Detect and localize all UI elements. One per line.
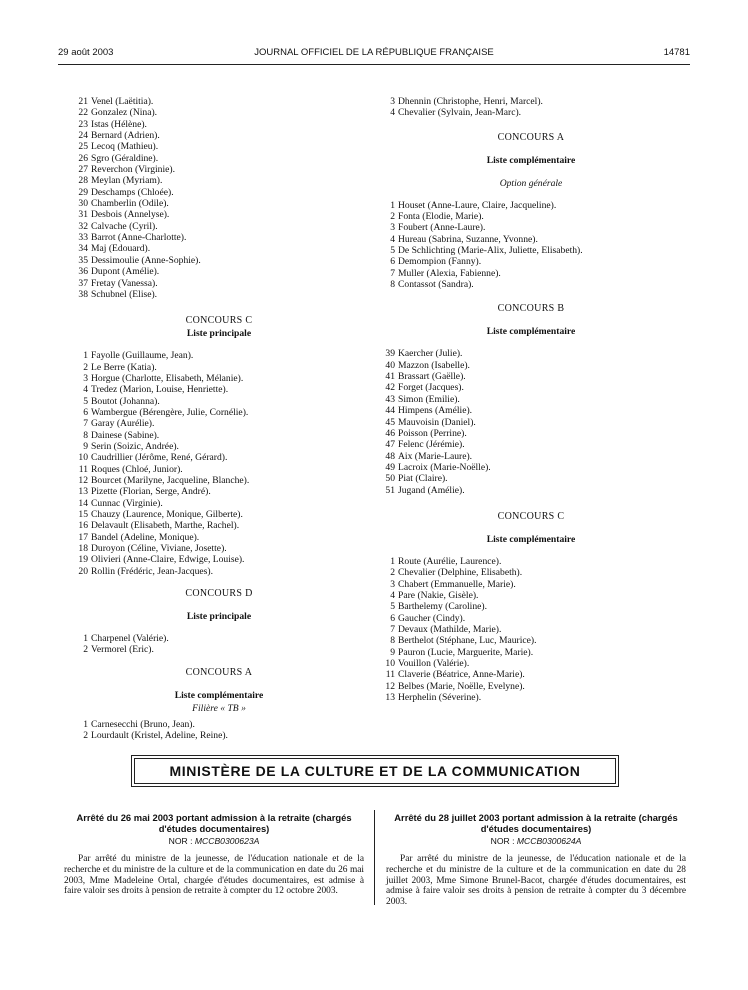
item-number: 34 bbox=[78, 243, 88, 255]
column-divider bbox=[374, 810, 375, 905]
item-name: Chabert (Emmanuelle, Marie). bbox=[398, 578, 516, 590]
list-item bbox=[74, 633, 364, 644]
item-name: Duroyon (Céline, Viviane, Josette). bbox=[91, 543, 227, 555]
section-subtitle: Liste principale bbox=[186, 611, 252, 623]
arrete-body: Par arrêté du ministre de la jeunesse, de l'éducation nationale et de la recherche et du ministre de la culture et de la communication en date du 26 mai 2003, Mme Madeleine Ortal, chargée d'études documentaires, est admise à faire valoir ses droits à pension de retraite à compter du 12 octobre 2003. bbox=[64, 854, 364, 897]
item-number: 2 bbox=[390, 211, 395, 223]
item-name: Gaucher (Cindy). bbox=[398, 612, 466, 624]
item-number: 6 bbox=[83, 406, 88, 418]
item-number: 13 bbox=[78, 486, 88, 498]
item-name: Caudrillier (Jérôme, René, Gérard). bbox=[91, 452, 228, 464]
item-number: 31 bbox=[78, 209, 88, 221]
list-item bbox=[74, 509, 364, 520]
item-name: Lourdault (Kristel, Adeline, Reine). bbox=[91, 730, 228, 742]
nor-label: NOR : bbox=[490, 836, 515, 846]
item-number: 16 bbox=[78, 520, 88, 532]
list-concours-a-generale bbox=[381, 200, 681, 291]
item-name: De Schlichting (Marie-Alix, Juliette, Elisabeth). bbox=[398, 245, 583, 257]
item-name: Schubnel (Elise). bbox=[91, 288, 158, 300]
item-name: Gonzalez (Nina). bbox=[91, 107, 158, 119]
section-option: Filière « TB » bbox=[192, 702, 246, 714]
item-number: 14 bbox=[78, 497, 88, 509]
item-number: 2 bbox=[83, 644, 88, 656]
item-number: 2 bbox=[390, 567, 395, 579]
list-item bbox=[74, 554, 364, 565]
list-item bbox=[381, 647, 681, 658]
item-name: Carnesecchi (Bruno, Jean). bbox=[91, 718, 195, 730]
item-name: Pauron (Lucie, Marguerite, Marie). bbox=[398, 646, 534, 658]
item-name: Tredez (Marion, Louise, Henriette). bbox=[91, 384, 229, 396]
item-number: 32 bbox=[78, 220, 88, 232]
item-name: Le Berre (Katia). bbox=[91, 361, 157, 373]
item-name: Route (Aurélie, Laurence). bbox=[398, 555, 502, 567]
item-name: Chevalier (Delphine, Elisabeth). bbox=[398, 567, 523, 579]
item-number: 9 bbox=[390, 646, 395, 658]
list-item bbox=[381, 200, 681, 211]
item-name: Cunnac (Virginie). bbox=[91, 497, 163, 509]
item-name: Mazzon (Isabelle). bbox=[398, 359, 470, 371]
list-item bbox=[381, 439, 681, 450]
item-number: 3 bbox=[390, 222, 395, 234]
item-number: 12 bbox=[78, 474, 88, 486]
list-item bbox=[74, 130, 364, 141]
item-name: Devaux (Mathilde, Marie). bbox=[398, 623, 502, 635]
item-number: 19 bbox=[78, 554, 88, 566]
item-name: Desbois (Annelyse). bbox=[91, 209, 170, 221]
item-name: Roques (Chloé, Junior). bbox=[91, 463, 183, 475]
item-name: Lacroix (Marie-Noëlle). bbox=[398, 461, 491, 473]
item-number: 7 bbox=[390, 267, 395, 279]
list-item bbox=[381, 669, 681, 680]
list-item bbox=[74, 209, 364, 220]
item-number: 5 bbox=[390, 601, 395, 613]
item-number: 21 bbox=[78, 96, 88, 107]
item-number: 48 bbox=[385, 450, 395, 462]
section-title: CONCOURS A bbox=[185, 666, 253, 678]
list-item bbox=[381, 96, 681, 107]
item-number: 40 bbox=[385, 359, 395, 371]
item-number: 8 bbox=[390, 279, 395, 291]
item-name: Charpenel (Valérie). bbox=[91, 633, 169, 645]
item-name: Sgro (Géraldine). bbox=[91, 152, 159, 164]
section-title: CONCOURS B bbox=[497, 303, 565, 315]
item-number: 20 bbox=[78, 565, 88, 577]
list-item bbox=[74, 198, 364, 209]
list-item bbox=[74, 255, 364, 266]
header-rule bbox=[58, 64, 690, 65]
list-concours-b bbox=[381, 348, 681, 495]
list-item bbox=[381, 485, 681, 496]
item-name: Chauzy (Laurence, Monique, Gilberte). bbox=[91, 509, 243, 520]
list-item bbox=[381, 256, 681, 267]
list-item bbox=[74, 644, 364, 655]
list-item bbox=[74, 243, 364, 254]
section-subtitle: Liste complémentaire bbox=[486, 154, 576, 166]
item-number: 43 bbox=[385, 393, 395, 405]
list-concours-a-tb bbox=[74, 719, 364, 742]
item-name: Pizette (Florian, Serge, André). bbox=[91, 486, 211, 498]
list-item bbox=[74, 175, 364, 186]
item-number: 24 bbox=[78, 130, 88, 142]
list-item bbox=[74, 164, 364, 175]
item-name: Reverchon (Virginie). bbox=[91, 164, 175, 176]
item-name: Fayolle (Guillaume, Jean). bbox=[91, 350, 194, 362]
list-item bbox=[74, 107, 364, 118]
item-number: 23 bbox=[78, 118, 88, 130]
section-subtitle: Liste complémentaire bbox=[486, 326, 576, 338]
item-number: 33 bbox=[78, 232, 88, 244]
list-item bbox=[74, 520, 364, 531]
section-title: CONCOURS D bbox=[185, 588, 253, 600]
list-item bbox=[381, 681, 681, 692]
item-number: 3 bbox=[390, 578, 395, 590]
list-item bbox=[381, 692, 681, 703]
list-a bbox=[74, 96, 364, 300]
item-name: Demompion (Fanny). bbox=[398, 256, 482, 268]
item-number: 25 bbox=[78, 141, 88, 153]
list-item bbox=[74, 543, 364, 554]
item-name: Garay (Aurélie). bbox=[91, 418, 155, 430]
list-item bbox=[74, 430, 364, 441]
item-number: 15 bbox=[78, 509, 88, 520]
item-number: 8 bbox=[83, 429, 88, 441]
item-number: 8 bbox=[390, 635, 395, 647]
list-item bbox=[74, 396, 364, 407]
list-concours-c-principale bbox=[74, 350, 364, 577]
list-item bbox=[381, 567, 681, 578]
list-item bbox=[74, 418, 364, 429]
list-item bbox=[74, 464, 364, 475]
item-number: 4 bbox=[390, 589, 395, 601]
item-number: 11 bbox=[78, 463, 88, 475]
item-number: 47 bbox=[385, 439, 395, 451]
item-name: Barrot (Anne-Charlotte). bbox=[91, 232, 187, 244]
item-name: Vermorel (Eric). bbox=[91, 644, 154, 656]
item-name: Istas (Hélène). bbox=[91, 118, 147, 130]
item-name: Dainese (Sabine). bbox=[91, 429, 160, 441]
list-item bbox=[381, 360, 681, 371]
item-name: Muller (Alexia, Fabienne). bbox=[398, 267, 501, 279]
list-item bbox=[381, 405, 681, 416]
item-name: Foubert (Anne-Laure). bbox=[398, 222, 486, 234]
list-concours-c-complementaire bbox=[381, 556, 681, 703]
item-name: Contassot (Sandra). bbox=[398, 279, 474, 291]
item-number: 6 bbox=[390, 612, 395, 624]
list-top bbox=[381, 96, 681, 119]
item-name: Fretay (Vanessa). bbox=[91, 277, 158, 289]
nor-code: MCCB0300623A bbox=[194, 836, 260, 846]
item-name: Himpens (Amélie). bbox=[398, 405, 473, 417]
section-title: CONCOURS A bbox=[497, 131, 565, 143]
item-name: Delavault (Elisabeth, Marthe, Rachel). bbox=[91, 520, 240, 532]
item-name: Aix (Marie-Laure). bbox=[398, 450, 473, 462]
item-name: Olivieri (Anne-Claire, Edwige, Louise). bbox=[91, 554, 245, 566]
section-title: CONCOURS C bbox=[497, 510, 565, 522]
arrete-2 bbox=[386, 812, 686, 908]
item-number: 7 bbox=[390, 623, 395, 635]
item-name: Jugand (Amélie). bbox=[398, 484, 465, 496]
item-name: Simon (Emilie). bbox=[398, 393, 460, 405]
list-item bbox=[381, 211, 681, 222]
list-item bbox=[74, 153, 364, 164]
item-number: 29 bbox=[78, 186, 88, 198]
item-name: Maj (Edouard). bbox=[91, 243, 151, 255]
item-number: 6 bbox=[390, 256, 395, 268]
list-item bbox=[381, 658, 681, 669]
item-number: 17 bbox=[78, 531, 88, 543]
item-name: Herphelin (Séverine). bbox=[398, 692, 482, 704]
item-number: 35 bbox=[78, 254, 88, 266]
list-item bbox=[74, 719, 364, 730]
item-number: 10 bbox=[78, 452, 88, 464]
item-name: Vouillon (Valérie). bbox=[398, 658, 470, 669]
item-number: 1 bbox=[390, 199, 395, 211]
item-number: 39 bbox=[385, 348, 395, 360]
header-date: 29 août 2003 bbox=[58, 47, 114, 58]
list-item bbox=[381, 556, 681, 567]
section-option: Option générale bbox=[499, 177, 563, 189]
ministry-heading: MINISTÈRE DE LA CULTURE ET DE LA COMMUNICATION bbox=[134, 758, 616, 784]
item-name: Brassart (Gaëlle). bbox=[398, 371, 466, 383]
item-number: 30 bbox=[78, 198, 88, 210]
item-name: Horgue (Charlotte, Elisabeth, Mélanie). bbox=[91, 372, 244, 384]
item-name: Bandel (Adeline, Monique). bbox=[91, 531, 200, 543]
list-item bbox=[74, 532, 364, 543]
item-name: Barthelemy (Caroline). bbox=[398, 601, 487, 613]
item-number: 3 bbox=[83, 372, 88, 384]
list-item bbox=[381, 473, 681, 484]
item-number: 10 bbox=[385, 658, 395, 669]
item-name: Wambergue (Bérengère, Julie, Cornélie). bbox=[91, 406, 249, 418]
item-name: Dessimoulie (Anne-Sophie). bbox=[91, 254, 201, 266]
list-item bbox=[74, 187, 364, 198]
item-number: 2 bbox=[83, 361, 88, 373]
item-name: Pare (Nakie, Gisèle). bbox=[398, 589, 479, 601]
arrete-title: Arrêté du 26 mai 2003 portant admission à la retraite (chargés d'études documentaires) bbox=[76, 812, 352, 834]
list-item bbox=[74, 407, 364, 418]
arrete-nor bbox=[386, 836, 686, 847]
item-name: Felenc (Jérémie). bbox=[398, 439, 465, 451]
list-item bbox=[74, 486, 364, 497]
item-number: 28 bbox=[78, 175, 88, 187]
item-name: Claverie (Béatrice, Anne-Marie). bbox=[398, 669, 525, 681]
section-title: CONCOURS C bbox=[185, 315, 253, 327]
item-number: 50 bbox=[385, 473, 395, 485]
list-item bbox=[74, 498, 364, 509]
list-item bbox=[381, 107, 681, 118]
list-item bbox=[74, 119, 364, 130]
item-name: Mauvoisin (Daniel). bbox=[398, 416, 476, 428]
list-item bbox=[381, 601, 681, 612]
item-number: 37 bbox=[78, 277, 88, 289]
item-name: Calvache (Cyril). bbox=[91, 220, 158, 232]
list-item bbox=[381, 268, 681, 279]
item-name: Dupont (Amélie). bbox=[91, 266, 160, 278]
item-name: Poisson (Perrine). bbox=[398, 427, 467, 439]
item-name: Berthelot (Stéphane, Luc, Maurice). bbox=[398, 635, 537, 647]
item-name: Kaercher (Julie). bbox=[398, 348, 463, 360]
item-name: Boutot (Johanna). bbox=[91, 395, 160, 407]
list-item bbox=[74, 96, 364, 107]
list-item bbox=[74, 289, 364, 300]
list-item bbox=[381, 382, 681, 393]
item-number: 46 bbox=[385, 427, 395, 439]
item-number: 38 bbox=[78, 288, 88, 300]
item-number: 13 bbox=[385, 692, 395, 704]
list-concours-d bbox=[74, 633, 364, 656]
list-item bbox=[74, 384, 364, 395]
list-item bbox=[74, 452, 364, 463]
item-number: 3 bbox=[390, 96, 395, 107]
left-column bbox=[74, 96, 364, 741]
item-number: 5 bbox=[390, 245, 395, 257]
list-item bbox=[381, 613, 681, 624]
list-item bbox=[74, 730, 364, 741]
item-name: Lecoq (Mathieu). bbox=[91, 141, 159, 153]
item-name: Rollin (Frédéric, Jean-Jacques). bbox=[91, 565, 214, 577]
item-name: Serin (Soizic, Andrée). bbox=[91, 440, 179, 452]
item-name: Meylan (Myriam). bbox=[91, 175, 163, 187]
list-item bbox=[74, 221, 364, 232]
list-item bbox=[381, 635, 681, 646]
item-number: 26 bbox=[78, 152, 88, 164]
section-subtitle: Liste complémentaire bbox=[174, 689, 264, 701]
list-item bbox=[381, 428, 681, 439]
list-item bbox=[381, 348, 681, 359]
list-item bbox=[74, 278, 364, 289]
arrete-nor bbox=[64, 836, 364, 847]
item-number: 4 bbox=[390, 233, 395, 245]
item-number: 45 bbox=[385, 416, 395, 428]
item-name: Houset (Anne-Laure, Claire, Jacqueline). bbox=[398, 199, 557, 211]
item-number: 27 bbox=[78, 164, 88, 176]
list-item bbox=[381, 234, 681, 245]
list-item bbox=[74, 441, 364, 452]
arrete-body: Par arrêté du ministre de la jeunesse, de l'éducation nationale et de la recherche et du ministre de la culture et de la communication en date du 28 juillet 2003, Mme Simone Brunel-Bacot, chargée d'études documentaires, est admise à faire valoir ses droits à pension de retraite à compter du 3 décembre 2003. bbox=[386, 854, 686, 908]
list-item bbox=[74, 566, 364, 577]
item-number: 12 bbox=[385, 680, 395, 692]
item-name: Chamberlin (Odile). bbox=[91, 198, 169, 210]
item-number: 7 bbox=[83, 418, 88, 430]
item-name: Hureau (Sabrina, Suzanne, Yvonne). bbox=[398, 233, 538, 245]
item-number: 51 bbox=[385, 484, 395, 496]
item-number: 5 bbox=[83, 395, 88, 407]
item-number: 49 bbox=[385, 461, 395, 473]
list-item bbox=[381, 279, 681, 290]
item-number: 1 bbox=[390, 555, 395, 567]
item-number: 36 bbox=[78, 266, 88, 278]
section-subtitle: Liste principale bbox=[186, 328, 252, 340]
right-column bbox=[381, 96, 681, 703]
list-item bbox=[381, 462, 681, 473]
list-item bbox=[74, 266, 364, 277]
item-number: 44 bbox=[385, 405, 395, 417]
item-name: Venel (Laëtitia). bbox=[91, 96, 154, 107]
list-item bbox=[74, 232, 364, 243]
item-number: 42 bbox=[385, 382, 395, 394]
list-item bbox=[381, 394, 681, 405]
list-item bbox=[381, 624, 681, 635]
nor-label: NOR : bbox=[168, 836, 193, 846]
page-number: 14781 bbox=[663, 47, 690, 58]
nor-code: MCCB0300624A bbox=[516, 836, 582, 846]
item-name: Deschamps (Chloée). bbox=[91, 186, 174, 198]
arrete-title: Arrêté du 28 juillet 2003 portant admission à la retraite (chargés d'études documentaires) bbox=[394, 812, 678, 834]
item-number: 1 bbox=[83, 633, 88, 645]
item-number: 41 bbox=[385, 371, 395, 383]
item-number: 1 bbox=[83, 350, 88, 362]
list-item bbox=[74, 350, 364, 361]
item-number: 2 bbox=[83, 730, 88, 742]
item-name: Bourcet (Marilyne, Jacqueline, Blanche). bbox=[91, 474, 250, 486]
journal-title: JOURNAL OFFICIEL DE LA RÉPUBLIQUE FRANÇAISE bbox=[254, 47, 494, 58]
list-item bbox=[74, 475, 364, 486]
section-subtitle: Liste complémentaire bbox=[486, 533, 576, 545]
item-number: 4 bbox=[390, 107, 395, 119]
item-name: Dhennin (Christophe, Henri, Marcel). bbox=[398, 96, 543, 107]
list-item bbox=[381, 451, 681, 462]
page-header bbox=[58, 47, 690, 61]
item-name: Bernard (Adrien). bbox=[91, 130, 160, 142]
list-item bbox=[74, 373, 364, 384]
item-name: Fonta (Elodie, Marie). bbox=[398, 211, 484, 223]
list-item bbox=[381, 245, 681, 256]
item-number: 9 bbox=[83, 440, 88, 452]
list-item bbox=[74, 362, 364, 373]
list-item bbox=[381, 590, 681, 601]
item-number: 22 bbox=[78, 107, 88, 119]
item-name: Forget (Jacques). bbox=[398, 382, 464, 394]
list-item bbox=[381, 417, 681, 428]
item-name: Piat (Claire). bbox=[398, 473, 448, 485]
list-item bbox=[74, 141, 364, 152]
arrete-1 bbox=[64, 812, 364, 897]
item-number: 1 bbox=[83, 718, 88, 730]
item-name: Chevalier (Sylvain, Jean-Marc). bbox=[398, 107, 522, 119]
item-name: Belbes (Marie, Noëlle, Evelyne). bbox=[398, 680, 525, 692]
item-number: 4 bbox=[83, 384, 88, 396]
list-item bbox=[381, 579, 681, 590]
item-number: 11 bbox=[385, 669, 395, 681]
item-number: 18 bbox=[78, 543, 88, 555]
list-item bbox=[381, 222, 681, 233]
list-item bbox=[381, 371, 681, 382]
